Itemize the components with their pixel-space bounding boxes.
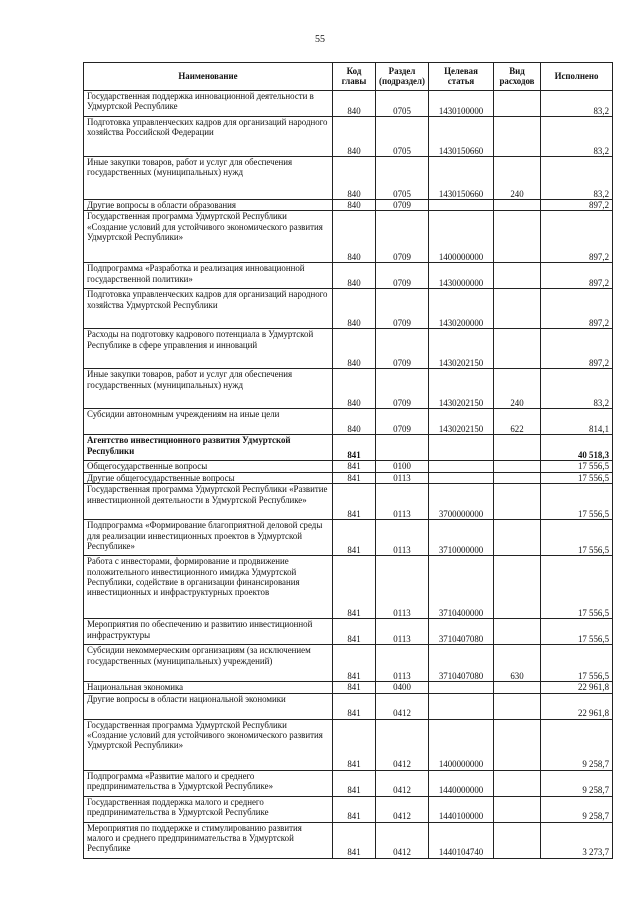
row-section: 0705 [376,117,429,157]
row-amount: 83,2 [541,157,613,200]
row-expense-type [494,822,541,858]
row-name: Государственная программа Удмуртской Республики «Создание условий для устойчивого экономического развития Удмуртской Республики» [84,211,333,263]
row-section: 0113 [376,645,429,682]
row-name: Агентство инвестиционного развития Удмуртской Республики [84,435,333,461]
row-expense-type [494,117,541,157]
row-section: 0412 [376,796,429,822]
row-amount: 3 273,7 [541,822,613,858]
row-code: 840 [333,200,376,211]
row-expense-type: 622 [494,409,541,435]
row-target: 1440100000 [429,796,494,822]
row-name: Государственная программа Удмуртской Республики «Развитие инвестиционной деятельности в Удмуртской Республике» [84,484,333,520]
row-expense-type [494,719,541,770]
table-row [84,693,613,719]
row-name: Иные закупки товаров, работ и услуг для обеспечения государственных (муниципальных) нужд [84,369,333,409]
row-amount: 83,2 [541,117,613,157]
row-expense-type [494,200,541,211]
row-expense-type [494,211,541,263]
row-amount: 17 556,5 [541,556,613,619]
row-amount: 83,2 [541,369,613,409]
table-header-row [84,63,613,91]
row-amount: 17 556,5 [541,520,613,556]
table-row [84,289,613,329]
row-expense-type [494,693,541,719]
table-row [84,211,613,263]
row-code: 840 [333,289,376,329]
row-name: Мероприятия по поддержке и стимулированию развития малого и среднего предпринимательства в Удмуртской Республике [84,822,333,858]
row-expense-type [494,619,541,645]
row-section: 0709 [376,263,429,289]
table-row [84,435,613,461]
row-name: Работа с инвесторами, формирование и продвижение положительного инвестиционного имиджа Удмуртской Республики, содействие в организации финансирования инвестиционных и инфраструктурных проектов [84,556,333,619]
row-target: 1430150660 [429,117,494,157]
row-name: Государственная поддержка инновационной деятельности в Удмуртской Республике [84,91,333,117]
table-row [84,619,613,645]
row-expense-type [494,435,541,461]
table-row [84,263,613,289]
row-amount: 9 258,7 [541,796,613,822]
row-target: 3710000000 [429,520,494,556]
row-target [429,682,494,693]
row-section: 0100 [376,461,429,472]
header-expense-type: Вид расходов [494,63,541,91]
row-code: 840 [333,117,376,157]
row-code: 841 [333,484,376,520]
row-code: 841 [333,682,376,693]
row-name: Субсидии некоммерческим организациям (за исключением государственных (муниципальных) учреждений) [84,645,333,682]
row-expense-type: 240 [494,369,541,409]
row-target: 3700000000 [429,484,494,520]
table-row [84,369,613,409]
row-amount: 22 961,8 [541,693,613,719]
row-code: 840 [333,91,376,117]
row-section: 0113 [376,520,429,556]
row-amount: 17 556,5 [541,484,613,520]
row-target [429,693,494,719]
row-section: 0709 [376,211,429,263]
row-section: 0705 [376,157,429,200]
table-row [84,472,613,483]
row-name: Иные закупки товаров, работ и услуг для обеспечения государственных (муниципальных) нужд [84,157,333,200]
budget-table [83,62,613,859]
table-row [84,822,613,858]
row-expense-type: 630 [494,645,541,682]
row-section: 0113 [376,619,429,645]
row-expense-type [494,91,541,117]
row-expense-type [494,484,541,520]
row-code: 841 [333,556,376,619]
row-code: 841 [333,645,376,682]
row-target: 1440104740 [429,822,494,858]
row-expense-type [494,263,541,289]
page-number: 55 [315,34,325,45]
row-code: 840 [333,157,376,200]
header-amount: Исполнено [541,63,613,91]
row-section: 0412 [376,822,429,858]
row-target [429,200,494,211]
row-name: Подготовка управленческих кадров для организаций народного хозяйства Удмуртской Республики [84,289,333,329]
row-name: Субсидии автономным учреждениям на иные цели [84,409,333,435]
row-target: 3710400000 [429,556,494,619]
row-target: 1430150660 [429,157,494,200]
row-section: 0709 [376,329,429,369]
row-expense-type [494,289,541,329]
row-expense-type [494,520,541,556]
row-amount: 17 556,5 [541,472,613,483]
row-code: 841 [333,719,376,770]
row-amount: 897,2 [541,211,613,263]
row-name: Другие вопросы в области образования [84,200,333,211]
header-name: Наименование [84,63,333,91]
row-target: 1430202150 [429,329,494,369]
row-target [429,472,494,483]
table-row [84,645,613,682]
row-amount: 40 518,3 [541,435,613,461]
row-section: 0400 [376,682,429,693]
row-section: 0113 [376,484,429,520]
row-name: Общегосударственные вопросы [84,461,333,472]
row-name: Другие вопросы в области национальной экономики [84,693,333,719]
table-row [84,796,613,822]
row-code: 840 [333,369,376,409]
header-target: Целевая статья [429,63,494,91]
row-amount: 17 556,5 [541,645,613,682]
row-code: 841 [333,435,376,461]
row-section: 0412 [376,719,429,770]
row-code: 840 [333,329,376,369]
row-code: 840 [333,211,376,263]
table-row [84,409,613,435]
row-target: 3710407080 [429,645,494,682]
row-amount: 9 258,7 [541,770,613,796]
row-name: Национальная экономика [84,682,333,693]
table-row [84,719,613,770]
row-amount: 897,2 [541,263,613,289]
row-code: 841 [333,472,376,483]
row-amount: 22 961,8 [541,682,613,693]
row-code: 840 [333,409,376,435]
row-target [429,461,494,472]
row-target: 1430000000 [429,263,494,289]
row-section: 0709 [376,409,429,435]
row-code: 840 [333,263,376,289]
row-expense-type: 240 [494,157,541,200]
table-row [84,770,613,796]
row-code: 841 [333,520,376,556]
row-expense-type [494,682,541,693]
table-row [84,520,613,556]
row-expense-type [494,796,541,822]
row-name: Мероприятия по обеспечению и развитию инвестиционной инфраструктуры [84,619,333,645]
row-expense-type [494,329,541,369]
row-code: 841 [333,619,376,645]
row-section: 0709 [376,200,429,211]
row-amount: 897,2 [541,289,613,329]
row-code: 841 [333,461,376,472]
row-target: 1430202150 [429,409,494,435]
row-expense-type [494,770,541,796]
table-row [84,329,613,369]
row-expense-type [494,461,541,472]
table-row [84,91,613,117]
row-expense-type [494,556,541,619]
row-target: 3710407080 [429,619,494,645]
row-section: 0709 [376,289,429,329]
row-name: Расходы на подготовку кадрового потенциала в Удмуртской Республике в сфере управления и инноваций [84,329,333,369]
row-section: 0113 [376,556,429,619]
row-amount: 83,2 [541,91,613,117]
row-section: 0412 [376,693,429,719]
row-target: 1400000000 [429,719,494,770]
row-section [376,435,429,461]
row-section: 0709 [376,369,429,409]
row-expense-type [494,472,541,483]
row-target: 1430100000 [429,91,494,117]
row-code: 841 [333,796,376,822]
table-row [84,682,613,693]
row-amount: 17 556,5 [541,461,613,472]
row-section: 0113 [376,472,429,483]
row-name: Другие общегосударственные вопросы [84,472,333,483]
row-name: Государственная поддержка малого и среднего предпринимательства в Удмуртской Республике [84,796,333,822]
row-code: 841 [333,822,376,858]
row-target [429,435,494,461]
row-name: Подпрограмма «Формирование благоприятной деловой среды для реализации инвестиционных проектов в Удмуртской Республике» [84,520,333,556]
table-row [84,117,613,157]
row-target: 1430202150 [429,369,494,409]
table-row [84,556,613,619]
row-target: 1440000000 [429,770,494,796]
table-row [84,461,613,472]
table-row [84,200,613,211]
header-section: Раздел (подраздел) [376,63,429,91]
row-target: 1430200000 [429,289,494,329]
row-target: 1400000000 [429,211,494,263]
row-section: 0705 [376,91,429,117]
row-name: Подготовка управленческих кадров для организаций народного хозяйства Российской Федерации [84,117,333,157]
row-amount: 17 556,5 [541,619,613,645]
row-name: Подпрограмма «Развитие малого и среднего предпринимательства в Удмуртской Республике» [84,770,333,796]
row-code: 841 [333,693,376,719]
table-row [84,484,613,520]
row-name: Государственная программа Удмуртской Республики «Создание условий для устойчивого экономического развития Удмуртской Республики» [84,719,333,770]
row-amount: 897,2 [541,329,613,369]
table-row [84,157,613,200]
header-code: Код главы [333,63,376,91]
row-name: Подпрограмма «Разработка и реализация инновационной государственной политики» [84,263,333,289]
row-section: 0412 [376,770,429,796]
row-amount: 814,1 [541,409,613,435]
row-amount: 9 258,7 [541,719,613,770]
row-amount: 897,2 [541,200,613,211]
row-code: 841 [333,770,376,796]
